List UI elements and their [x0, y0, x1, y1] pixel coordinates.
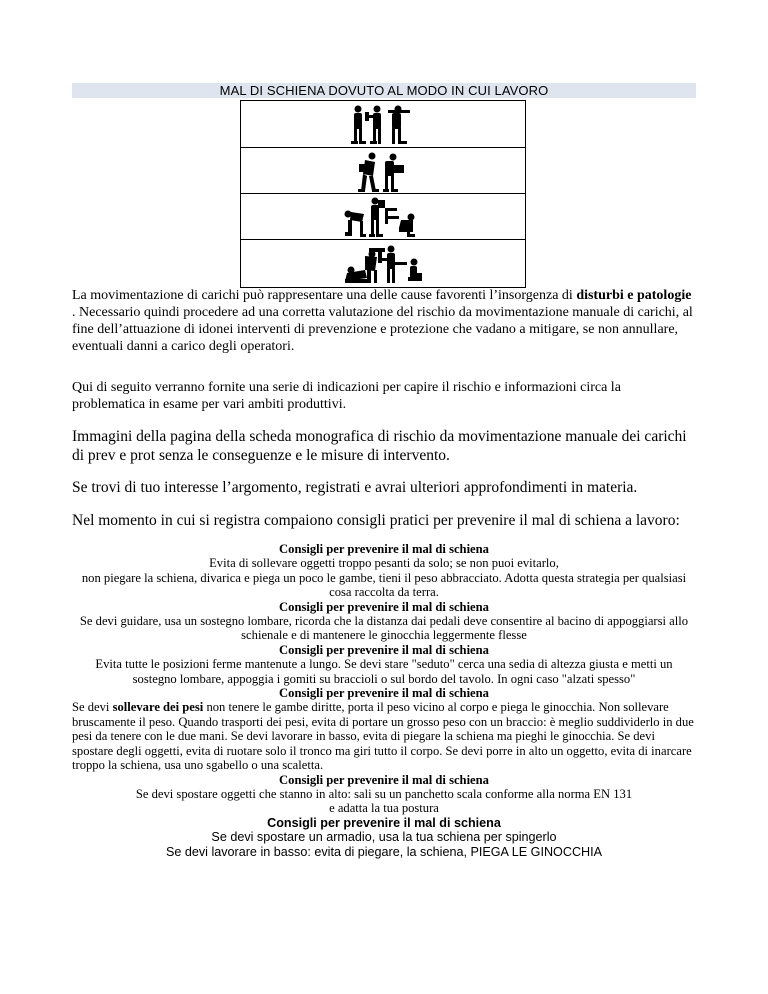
tip-text: Se devi guidare, usa un sostegno lombare, ricorda che la distanza dai pedali deve consentire al bacino di appoggiarsi allo schienale e di mantenere le ginocchia leggermente flesse	[79, 614, 689, 643]
lifting-figures-icon	[241, 148, 525, 194]
tip-text: Evita tutte le posizioni ferme mantenute a lungo. Se devi stare "seduto" cerca una sedia di altezza giusta e metti un sostegno lombare, appoggia i gomiti su braccioli o sul bordo del tavolo. In ogni caso "alzati spesso"	[95, 657, 673, 686]
tip-heading: Consigli per prevenire il mal di schiena	[279, 642, 489, 657]
tip-heading: Consigli per prevenire il mal di schiena	[279, 599, 489, 614]
posture-row-4	[241, 239, 525, 285]
posture-illustration-table	[240, 100, 526, 288]
intro-paragraph-4: Se trovi di tuo interesse l’argomento, registrati e avrai ulteriori approfondimenti in materia.	[72, 479, 638, 496]
intro-paragraph-3: Immagini della pagina della scheda monografica di rischio da movimentazione manuale dei carichi di prev e prot senza le conseguenze e le misure di intervento.	[72, 428, 687, 464]
floor-work-figures-icon	[241, 240, 525, 286]
tip-text: Se devi lavorare in basso: evita di piegare, la schiena, PIEGA LE GINOCCHIA	[165, 844, 603, 859]
tip-heading: Consigli per prevenire il mal di schiena	[279, 542, 489, 556]
tip-text: Se devi spostare oggetti che stanno in alto: sali su un panchetto scala conforme alla norma EN 131	[135, 786, 633, 801]
posture-row-1	[241, 101, 525, 147]
tip-text: non piegare la schiena, divarica e piega un poco le gambe, tieni il peso abbracciato. Adotta questa strategia per qualsiasi cosa raccolta da terra.	[81, 570, 687, 600]
posture-row-3	[241, 193, 525, 239]
intro-paragraph-1: La movimentazione di carichi può rappresentare una delle cause favorenti l’insorgenza di disturbi e patologie . Necessario quindi procedere ad una corretta valutazione del rischio da movimentazione manuale di carichi, al fine dell’attuazione di idonei interventi di prevenzione e protezione che vadano a mitigare, se non annullare, eventuali danni a carico degli operatori.	[72, 288, 693, 354]
tip-text: e adatta la tua postura	[329, 801, 439, 816]
tip-heading: Consigli per prevenire il mal di schiena	[279, 686, 489, 701]
page-title: MAL DI SCHIENA DOVUTO AL MODO IN CUI LAVORO	[72, 83, 696, 98]
tip-heading: Consigli per prevenire il mal di schiena	[267, 815, 501, 830]
back-pain-tips	[72, 542, 696, 859]
intro-paragraph-5: Nel momento in cui si registra compaiono consigli pratici per prevenire il mal di schiena a lavoro:	[72, 512, 680, 529]
posture-row-2	[241, 147, 525, 193]
intro-paragraph-2: Qui di seguito verranno fornite una serie di indicazioni per capire il rischio e informazioni circa la problematica in esame per vari ambiti produttivi.	[72, 380, 621, 412]
tip-text: Se devi sollevare dei pesi non tenere le gambe diritte, porta il peso vicino al corpo e piega le ginocchia. Non sollevare bruscamente il peso. Quando trasporti dei pesi, evita di portare un grosso peso con un braccio: è meglio suddividerlo in due pesi da tenere con le due mani. Se devi lavorare in basso, evita di piegare la schiena ma pieghi le ginocchia. Se devi spostare degli oggetti, evita di ruotare solo il tronco ma giri tutto il corpo. Se devi porre in alto un oggetto, evita di inarcare troppo la schiena, usa uno sgabello o una scaletta.	[72, 700, 694, 773]
tip-text: Se devi spostare un armadio, usa la tua schiena per spingerlo	[211, 830, 557, 845]
tip-heading: Consigli per prevenire il mal di schiena	[279, 772, 489, 787]
tip-text: Evita di sollevare oggetti troppo pesanti da solo; se non puoi evitarlo,	[209, 556, 559, 571]
standing-figures-icon	[241, 101, 525, 147]
crouching-figures-icon	[241, 194, 525, 240]
